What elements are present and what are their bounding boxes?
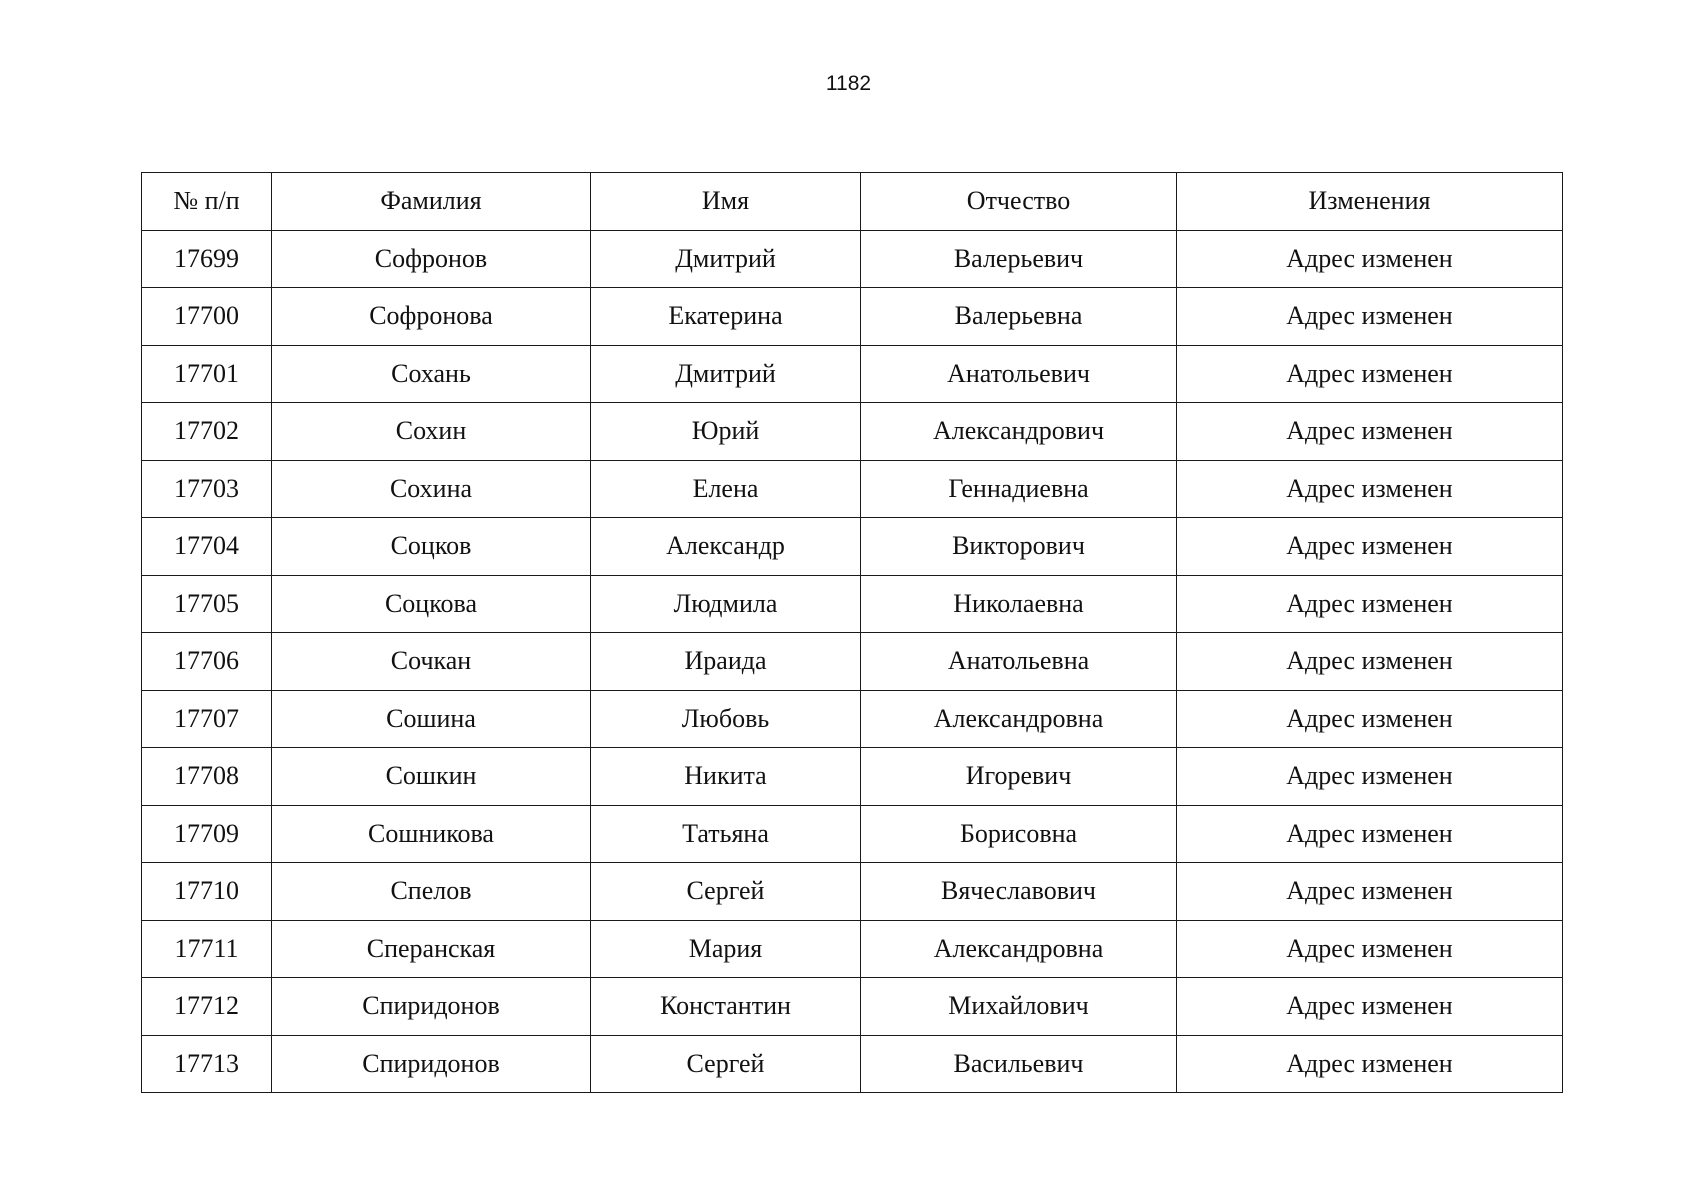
- table-row: [142, 863, 1563, 921]
- table-row: [142, 633, 1563, 691]
- changes-cell: Адрес изменен: [1177, 920, 1563, 978]
- row-number-cell: 17708: [142, 748, 272, 806]
- patronymic-cell: Викторович: [861, 518, 1177, 576]
- table-row: [142, 690, 1563, 748]
- surname-cell: Сохань: [272, 345, 591, 403]
- changes-cell: Адрес изменен: [1177, 518, 1563, 576]
- col-header-number: № п/п: [142, 173, 272, 231]
- name-cell: Константин: [591, 978, 861, 1036]
- name-cell: Татьяна: [591, 805, 861, 863]
- row-number-cell: 17702: [142, 403, 272, 461]
- table-row: [142, 575, 1563, 633]
- patronymic-cell: Вячеславович: [861, 863, 1177, 921]
- table-row: [142, 1035, 1563, 1093]
- surname-cell: Сошкин: [272, 748, 591, 806]
- name-cell: Елена: [591, 460, 861, 518]
- table-row: [142, 345, 1563, 403]
- name-cell: Екатерина: [591, 288, 861, 346]
- table-row: [142, 920, 1563, 978]
- changes-cell: Адрес изменен: [1177, 863, 1563, 921]
- table-header: [142, 173, 1563, 231]
- name-cell: Любовь: [591, 690, 861, 748]
- surname-cell: Сперанская: [272, 920, 591, 978]
- surname-cell: Спелов: [272, 863, 591, 921]
- row-number-cell: 17709: [142, 805, 272, 863]
- col-header-surname: Фамилия: [272, 173, 591, 231]
- surname-cell: Сочкан: [272, 633, 591, 691]
- row-number-cell: 17711: [142, 920, 272, 978]
- surname-cell: Софронова: [272, 288, 591, 346]
- changes-cell: Адрес изменен: [1177, 690, 1563, 748]
- name-cell: Сергей: [591, 1035, 861, 1093]
- row-number-cell: 17710: [142, 863, 272, 921]
- patronymic-cell: Борисовна: [861, 805, 1177, 863]
- patronymic-cell: Николаевна: [861, 575, 1177, 633]
- name-cell: Никита: [591, 748, 861, 806]
- table-row: [142, 978, 1563, 1036]
- surname-cell: Сохина: [272, 460, 591, 518]
- patronymic-cell: Михайлович: [861, 978, 1177, 1036]
- patronymic-cell: Геннадиевна: [861, 460, 1177, 518]
- table-row: [142, 230, 1563, 288]
- row-number-cell: 17700: [142, 288, 272, 346]
- table-row: [142, 805, 1563, 863]
- name-cell: Людмила: [591, 575, 861, 633]
- surname-cell: Спиридонов: [272, 978, 591, 1036]
- patronymic-cell: Анатольевна: [861, 633, 1177, 691]
- patronymic-cell: Валерьевич: [861, 230, 1177, 288]
- surname-cell: Сошникова: [272, 805, 591, 863]
- row-number-cell: 17701: [142, 345, 272, 403]
- col-header-changes: Изменения: [1177, 173, 1563, 231]
- table-row: [142, 288, 1563, 346]
- patronymic-cell: Васильевич: [861, 1035, 1177, 1093]
- surname-cell: Соцкова: [272, 575, 591, 633]
- changes-cell: Адрес изменен: [1177, 460, 1563, 518]
- header-row: [142, 173, 1563, 231]
- patronymic-cell: Валерьевна: [861, 288, 1177, 346]
- registry-table: [141, 172, 1563, 1093]
- row-number-cell: 17703: [142, 460, 272, 518]
- col-header-patronymic: Отчество: [861, 173, 1177, 231]
- changes-cell: Адрес изменен: [1177, 1035, 1563, 1093]
- row-number-cell: 17707: [142, 690, 272, 748]
- changes-cell: Адрес изменен: [1177, 978, 1563, 1036]
- row-number-cell: 17705: [142, 575, 272, 633]
- name-cell: Ираида: [591, 633, 861, 691]
- surname-cell: Сошина: [272, 690, 591, 748]
- patronymic-cell: Игоревич: [861, 748, 1177, 806]
- col-header-name: Имя: [591, 173, 861, 231]
- patronymic-cell: Анатольевич: [861, 345, 1177, 403]
- patronymic-cell: Александрович: [861, 403, 1177, 461]
- patronymic-cell: Александровна: [861, 690, 1177, 748]
- row-number-cell: 17699: [142, 230, 272, 288]
- table-body: [142, 230, 1563, 1093]
- page-number: 1182: [825, 72, 872, 95]
- table-row: [142, 748, 1563, 806]
- changes-cell: Адрес изменен: [1177, 230, 1563, 288]
- surname-cell: Спиридонов: [272, 1035, 591, 1093]
- name-cell: Юрий: [591, 403, 861, 461]
- row-number-cell: 17704: [142, 518, 272, 576]
- row-number-cell: 17712: [142, 978, 272, 1036]
- changes-cell: Адрес изменен: [1177, 805, 1563, 863]
- table-row: [142, 460, 1563, 518]
- name-cell: Сергей: [591, 863, 861, 921]
- surname-cell: Соцков: [272, 518, 591, 576]
- name-cell: Дмитрий: [591, 230, 861, 288]
- table-row: [142, 403, 1563, 461]
- name-cell: Дмитрий: [591, 345, 861, 403]
- surname-cell: Сохин: [272, 403, 591, 461]
- changes-cell: Адрес изменен: [1177, 575, 1563, 633]
- table-row: [142, 518, 1563, 576]
- name-cell: Мария: [591, 920, 861, 978]
- changes-cell: Адрес изменен: [1177, 633, 1563, 691]
- row-number-cell: 17713: [142, 1035, 272, 1093]
- name-cell: Александр: [591, 518, 861, 576]
- patronymic-cell: Александровна: [861, 920, 1177, 978]
- surname-cell: Софронов: [272, 230, 591, 288]
- changes-cell: Адрес изменен: [1177, 345, 1563, 403]
- changes-cell: Адрес изменен: [1177, 748, 1563, 806]
- row-number-cell: 17706: [142, 633, 272, 691]
- changes-cell: Адрес изменен: [1177, 288, 1563, 346]
- changes-cell: Адрес изменен: [1177, 403, 1563, 461]
